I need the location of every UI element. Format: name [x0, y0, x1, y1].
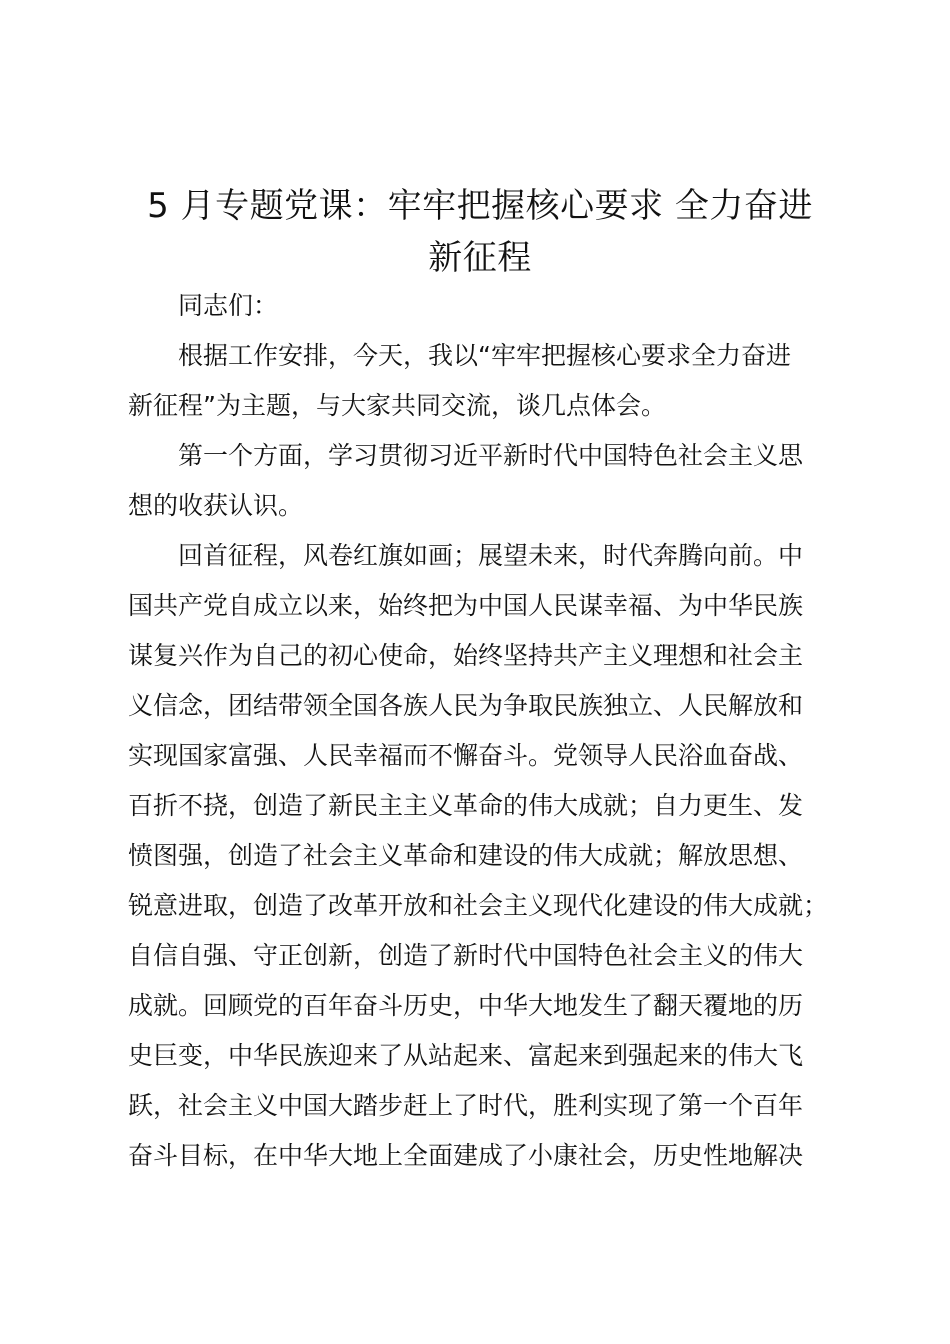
- section-heading-paragraph: [128, 431, 844, 531]
- text-line: 第一个方面，学习贯彻习近平新时代中国特色社会主义思: [178, 441, 804, 470]
- text-line: 跃，社会主义中国大踏步赶上了时代，胜利实现了第一个百年: [128, 1091, 804, 1120]
- text-line: 百折不挠，创造了新民主主义革命的伟大成就；自力更生、发: [128, 791, 804, 820]
- text-line: 回首征程，风卷红旗如画；展望未来，时代奔腾向前。中: [178, 541, 804, 570]
- salutation-paragraph: [128, 281, 844, 331]
- text-line: 同志们：: [178, 291, 279, 320]
- text-line: 成就。回顾党的百年奋斗历史，中华大地发生了翻天覆地的历: [128, 991, 804, 1020]
- document-title: [128, 180, 832, 284]
- text-line: 愤图强，创造了社会主义革命和建设的伟大成就；解放思想、: [128, 841, 804, 870]
- text-line: 实现国家富强、人民幸福而不懈奋斗。党领导人民浴血奋战、: [128, 741, 804, 770]
- text-line: 想的收获认识。: [128, 491, 304, 520]
- text-line: 史巨变，中华民族迎来了从站起来、富起来到强起来的伟大飞: [128, 1041, 804, 1070]
- body-paragraph: [128, 531, 844, 1181]
- text-line: 奋斗目标，在中华大地上全面建成了小康社会，历史性地解决: [128, 1141, 804, 1170]
- text-line: 新征程”为主题，与大家共同交流，谈几点体会。: [128, 391, 666, 420]
- text-line: 根据工作安排，今天，我以“牢牢把握核心要求全力奋进: [178, 341, 791, 370]
- text-line: 谋复兴作为自己的初心使命，始终坚持共产主义理想和社会主: [128, 641, 804, 670]
- text-line: 锐意进取，创造了改革开放和社会主义现代化建设的伟大成就；: [128, 891, 829, 920]
- intro-paragraph: [128, 331, 844, 431]
- title-line: 5 月专题党课：牢牢把握核心要求 全力奋进: [147, 186, 813, 226]
- text-line: 义信念，团结带领全国各族人民为争取民族独立、人民解放和: [128, 691, 804, 720]
- title-line: 新征程: [428, 238, 532, 278]
- document-body: [128, 281, 844, 1181]
- text-line: 自信自强、守正创新，创造了新时代中国特色社会主义的伟大: [128, 941, 804, 970]
- text-line: 国共产党自成立以来，始终把为中国人民谋幸福、为中华民族: [128, 591, 804, 620]
